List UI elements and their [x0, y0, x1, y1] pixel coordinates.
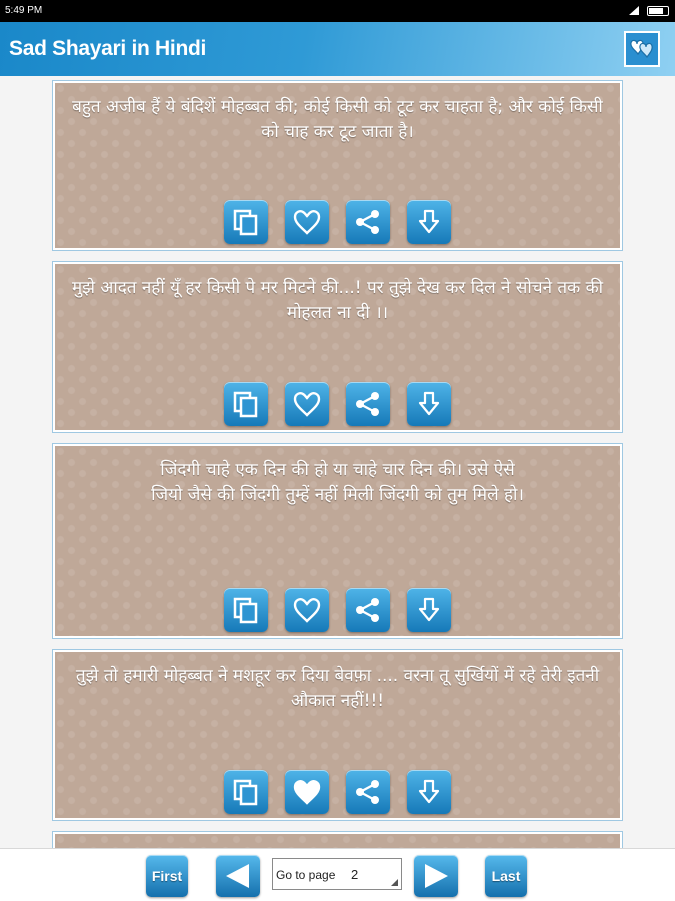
- share-button[interactable]: [346, 770, 390, 814]
- status-time: 5:49 PM: [5, 5, 43, 16]
- wifi-icon: [629, 6, 639, 16]
- card-actions: [55, 200, 620, 244]
- heart-filled-icon: [292, 777, 322, 807]
- download-button[interactable]: [407, 770, 451, 814]
- favorite-button[interactable]: [285, 588, 329, 632]
- copy-button[interactable]: [224, 588, 268, 632]
- card-actions: [55, 588, 620, 632]
- copy-icon: [231, 595, 261, 625]
- download-icon: [414, 207, 444, 237]
- copy-icon: [231, 777, 261, 807]
- copy-icon: [231, 207, 261, 237]
- share-icon: [353, 389, 383, 419]
- heart-icon: [292, 207, 322, 237]
- previous-page-button[interactable]: [216, 855, 260, 897]
- shayari-card: [53, 262, 622, 432]
- arrow-left-icon: [223, 862, 253, 890]
- share-icon: [353, 595, 383, 625]
- shayari-text: मुझे आदत नहीं यूँ हर किसी पे मर मिटने की...! पर तुझे देख कर दिल ने सोचने तक की मोहलत ना दी ।।: [71, 278, 604, 323]
- app-title: Sad Shayari in Hindi: [9, 37, 207, 60]
- share-button[interactable]: [346, 382, 390, 426]
- shayari-card: [53, 832, 622, 848]
- battery-icon: [647, 6, 669, 16]
- copy-icon: [231, 389, 261, 419]
- goto-page-value: 2: [351, 867, 359, 882]
- heart-icon: [292, 595, 322, 625]
- goto-page-select[interactable]: [272, 858, 402, 890]
- shayari-text: जिंदगी चाहे एक दिन की हो या चाहे चार दिन की। उसे ऐसे जियो जैसे की जिंदगी तुम्हें नहीं मिली जिंदगी को तुम मिले हो।: [151, 460, 524, 505]
- card-actions: [55, 382, 620, 426]
- pagination-bar: [0, 848, 675, 901]
- goto-page-label: Go to page: [276, 868, 336, 882]
- next-page-button[interactable]: [414, 855, 458, 897]
- favorite-button[interactable]: [285, 770, 329, 814]
- app-bar: [0, 22, 675, 76]
- shayari-card: [53, 650, 622, 820]
- status-icons: [629, 5, 669, 17]
- share-icon: [353, 207, 383, 237]
- status-bar: [0, 0, 675, 22]
- copy-button[interactable]: [224, 770, 268, 814]
- shayari-list[interactable]: [0, 76, 675, 848]
- share-button[interactable]: [346, 588, 390, 632]
- heart-icon: [292, 389, 322, 419]
- copy-button[interactable]: [224, 382, 268, 426]
- download-icon: [414, 595, 444, 625]
- share-icon: [353, 777, 383, 807]
- favorite-button[interactable]: [285, 382, 329, 426]
- shayari-card: [53, 81, 622, 250]
- download-button[interactable]: [407, 588, 451, 632]
- hearts-icon[interactable]: [624, 31, 660, 67]
- download-icon: [414, 777, 444, 807]
- dropdown-corner-icon: [391, 879, 398, 886]
- copy-button[interactable]: [224, 200, 268, 244]
- download-icon: [414, 389, 444, 419]
- shayari-text: बहुत अजीब हैं ये बंदिशें मोहब्बत की; कोई किसी को टूट कर चाहता है; और कोई किसी को चाह कर टूट जाता है।: [72, 97, 603, 142]
- shayari-card: [53, 444, 622, 638]
- share-button[interactable]: [346, 200, 390, 244]
- download-button[interactable]: [407, 200, 451, 244]
- first-page-button[interactable]: First: [146, 855, 188, 897]
- shayari-text: तुझे तो हमारी मोहब्बत ने मशहूर कर दिया बेवफ़ा .... वरना तू सुर्खियों में रहे तेरी इतनी औकात नहीं!!!: [75, 666, 600, 711]
- last-page-button[interactable]: Last: [485, 855, 527, 897]
- favorite-button[interactable]: [285, 200, 329, 244]
- download-button[interactable]: [407, 382, 451, 426]
- arrow-right-icon: [421, 862, 451, 890]
- card-actions: [55, 770, 620, 814]
